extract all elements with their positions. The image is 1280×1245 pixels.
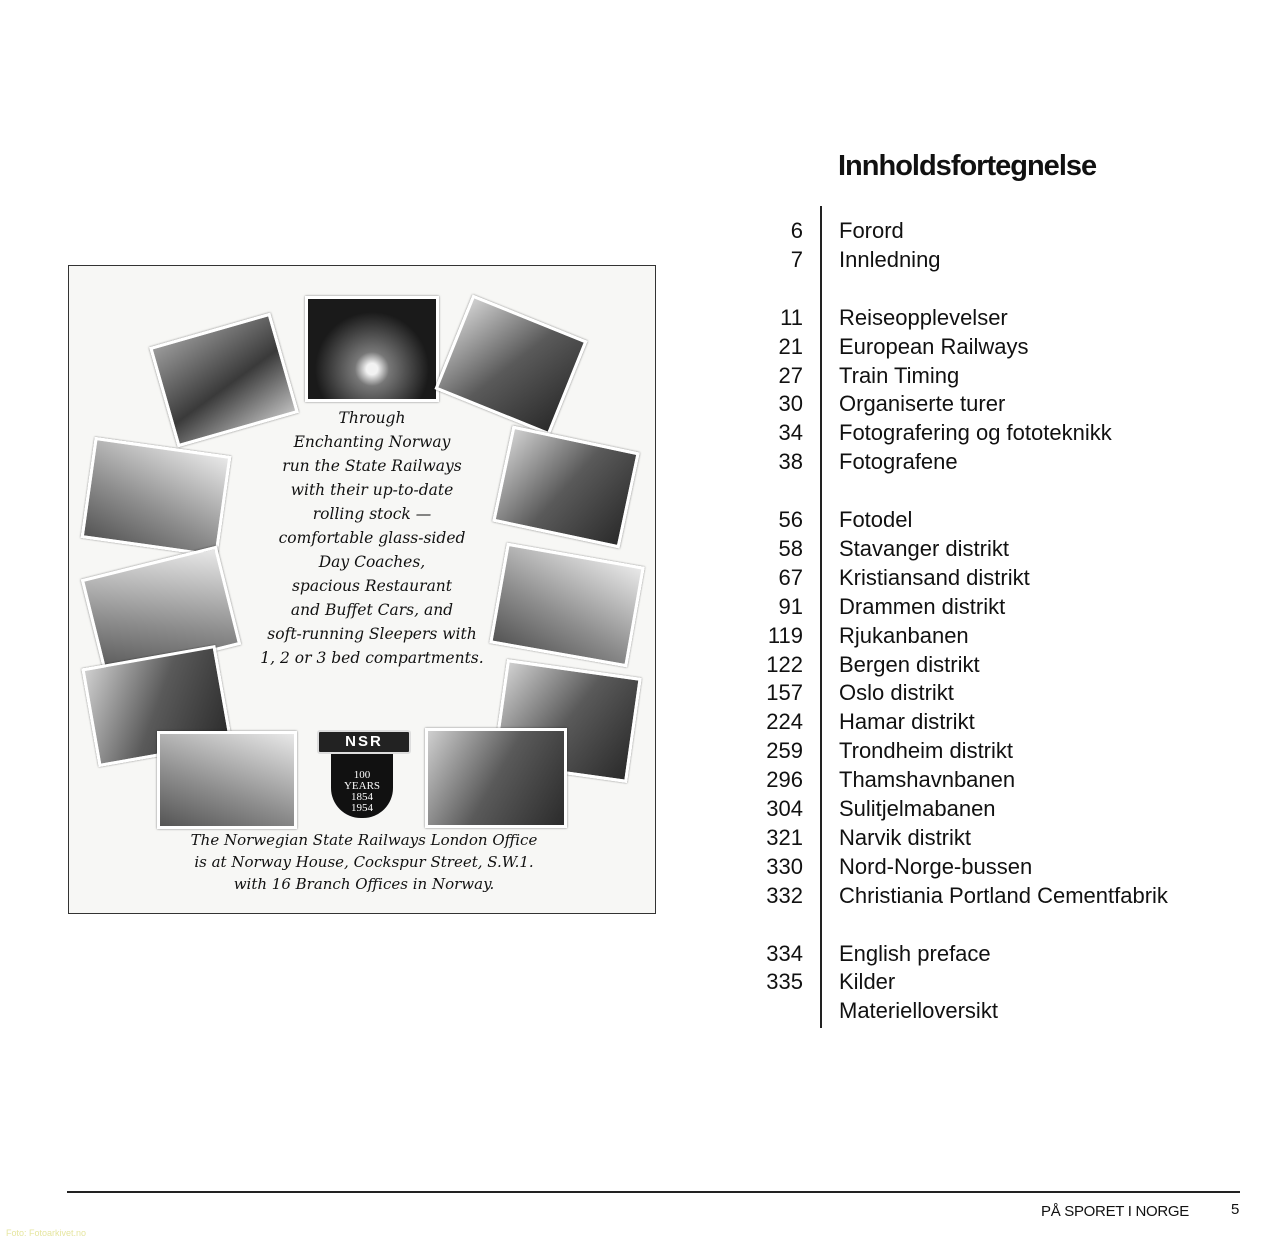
toc-label: Bergen distrikt (839, 651, 980, 677)
toc-label: Kilder (839, 969, 896, 995)
photo-waterfall (492, 426, 640, 549)
toc-label: Fotodel (839, 507, 913, 533)
toc-page-number: 7 (790, 246, 803, 272)
poster-footer-text: The Norwegian State Railways London Office is at Norway House, Cockspur Street, S.W.1. with 16 Branch Offices in Norway. (190, 831, 538, 893)
toc-page-number: 91 (778, 593, 803, 619)
toc-page-number: 157 (766, 680, 803, 706)
toc-page-number: 34 (778, 420, 803, 446)
toc-label: English preface (839, 940, 991, 966)
toc-page-number: 335 (766, 969, 803, 995)
toc-label: Fotografering og fototeknikk (839, 420, 1112, 446)
toc-page-number: 122 (766, 651, 803, 677)
nsr-badge (317, 714, 407, 824)
watermark: Foto: Fotoarkivet.no (6, 1228, 87, 1238)
table-of-contents (740, 217, 1240, 1055)
toc-entry (740, 882, 1240, 911)
toc-entry (740, 535, 1240, 564)
toc-label: Organiserte turer (839, 391, 1006, 417)
badge-years: 100 YEARS 1854 1954 (343, 769, 381, 814)
toc-label: European Railways (839, 333, 1029, 359)
toc-label: Stavanger distrikt (839, 536, 1009, 562)
toc-entry (740, 737, 1240, 766)
toc-label: Narvik distrikt (839, 824, 972, 850)
toc-label: Hamar distrikt (839, 709, 975, 735)
toc-page-number: 119 (767, 622, 803, 648)
footer-divider (67, 1191, 1240, 1193)
toc-group (740, 304, 1240, 477)
toc-label: Drammen distrikt (839, 593, 1006, 619)
page-title: Innholdsfortegnelse (838, 150, 1097, 182)
toc-entry (740, 506, 1240, 535)
badge-name: NSR (317, 730, 411, 754)
toc-page-number: 67 (778, 564, 803, 590)
toc-entry (740, 448, 1240, 477)
poster-text: Through Enchanting Norway run the State Railways with their up-to-date rolling stock — comfortable glass-sided Day Coaches, spacious Restaurant and Buffet Cars, and soft-running Sleepers with 1, 2 or 3 bed compartments. (260, 409, 484, 667)
toc-page-number: 27 (778, 362, 803, 388)
toc-label: Trondheim distrikt (839, 738, 1014, 764)
toc-entry (740, 593, 1240, 622)
toc-entry (740, 708, 1240, 737)
toc-page-number: 296 (766, 767, 803, 793)
toc-entry (740, 651, 1240, 680)
toc-entry (740, 853, 1240, 882)
toc-page-number: 224 (766, 709, 803, 735)
toc-entry (740, 246, 1240, 275)
toc-label: Sulitjelmabanen (839, 796, 996, 822)
toc-entry (740, 333, 1240, 362)
toc-label: Materielloversikt (839, 998, 998, 1024)
toc-page-number: 6 (790, 218, 803, 243)
toc-page-number: 334 (766, 940, 803, 966)
photo-restaurant-car (425, 728, 567, 828)
toc-label: Forord (839, 218, 904, 243)
toc-entry (740, 362, 1240, 391)
book-title: PÅ SPORET I NORGE (1041, 1203, 1189, 1220)
toc-page-number: 304 (766, 796, 803, 822)
toc-page-number: 30 (778, 391, 803, 417)
toc-entry (740, 304, 1240, 333)
toc-group (740, 506, 1240, 910)
toc-entry (740, 622, 1240, 651)
toc-page-number: 38 (778, 449, 803, 475)
toc-page-number: 332 (766, 882, 803, 908)
toc-entry (740, 217, 1240, 246)
photo-day-coach (157, 731, 297, 829)
toc-label: Oslo distrikt (839, 680, 954, 706)
toc-label: Reiseopplevelser (839, 304, 1008, 330)
toc-entry (740, 564, 1240, 593)
toc-label: Fotografene (839, 449, 958, 475)
toc-label: Nord-Norge-bussen (839, 853, 1033, 879)
toc-page-number: 321 (766, 824, 803, 850)
toc-entry (740, 390, 1240, 419)
toc-page-number: 11 (780, 304, 803, 330)
toc-entry (740, 766, 1240, 795)
toc-label: Kristiansand distrikt (839, 564, 1030, 590)
page-number: 5 (1231, 1201, 1240, 1218)
toc-entry (740, 997, 1240, 1026)
photo-sailboats (489, 543, 645, 668)
toc-entry (740, 824, 1240, 853)
toc-page-number: 58 (778, 536, 803, 562)
photo-coach-interior (81, 437, 232, 557)
toc-page-number: 330 (766, 853, 803, 879)
toc-label: Christiania Portland Cementfabrik (839, 882, 1168, 908)
toc-entry (740, 940, 1240, 969)
toc-group (740, 940, 1240, 1027)
photo-sunset (305, 296, 439, 402)
toc-entry (740, 679, 1240, 708)
toc-label: Thamshavnbanen (839, 767, 1016, 793)
toc-label: Rjukanbanen (839, 622, 969, 648)
toc-entry (740, 968, 1240, 997)
toc-entry (740, 419, 1240, 448)
toc-page-number: 259 (766, 738, 803, 764)
nsr-poster-image (68, 265, 656, 914)
toc-entry (740, 795, 1240, 824)
toc-page-number: 56 (778, 507, 803, 533)
toc-label: Innledning (839, 246, 941, 272)
toc-group (740, 217, 1240, 275)
toc-label: Train Timing (839, 362, 960, 388)
toc-page-number: 21 (778, 333, 803, 359)
